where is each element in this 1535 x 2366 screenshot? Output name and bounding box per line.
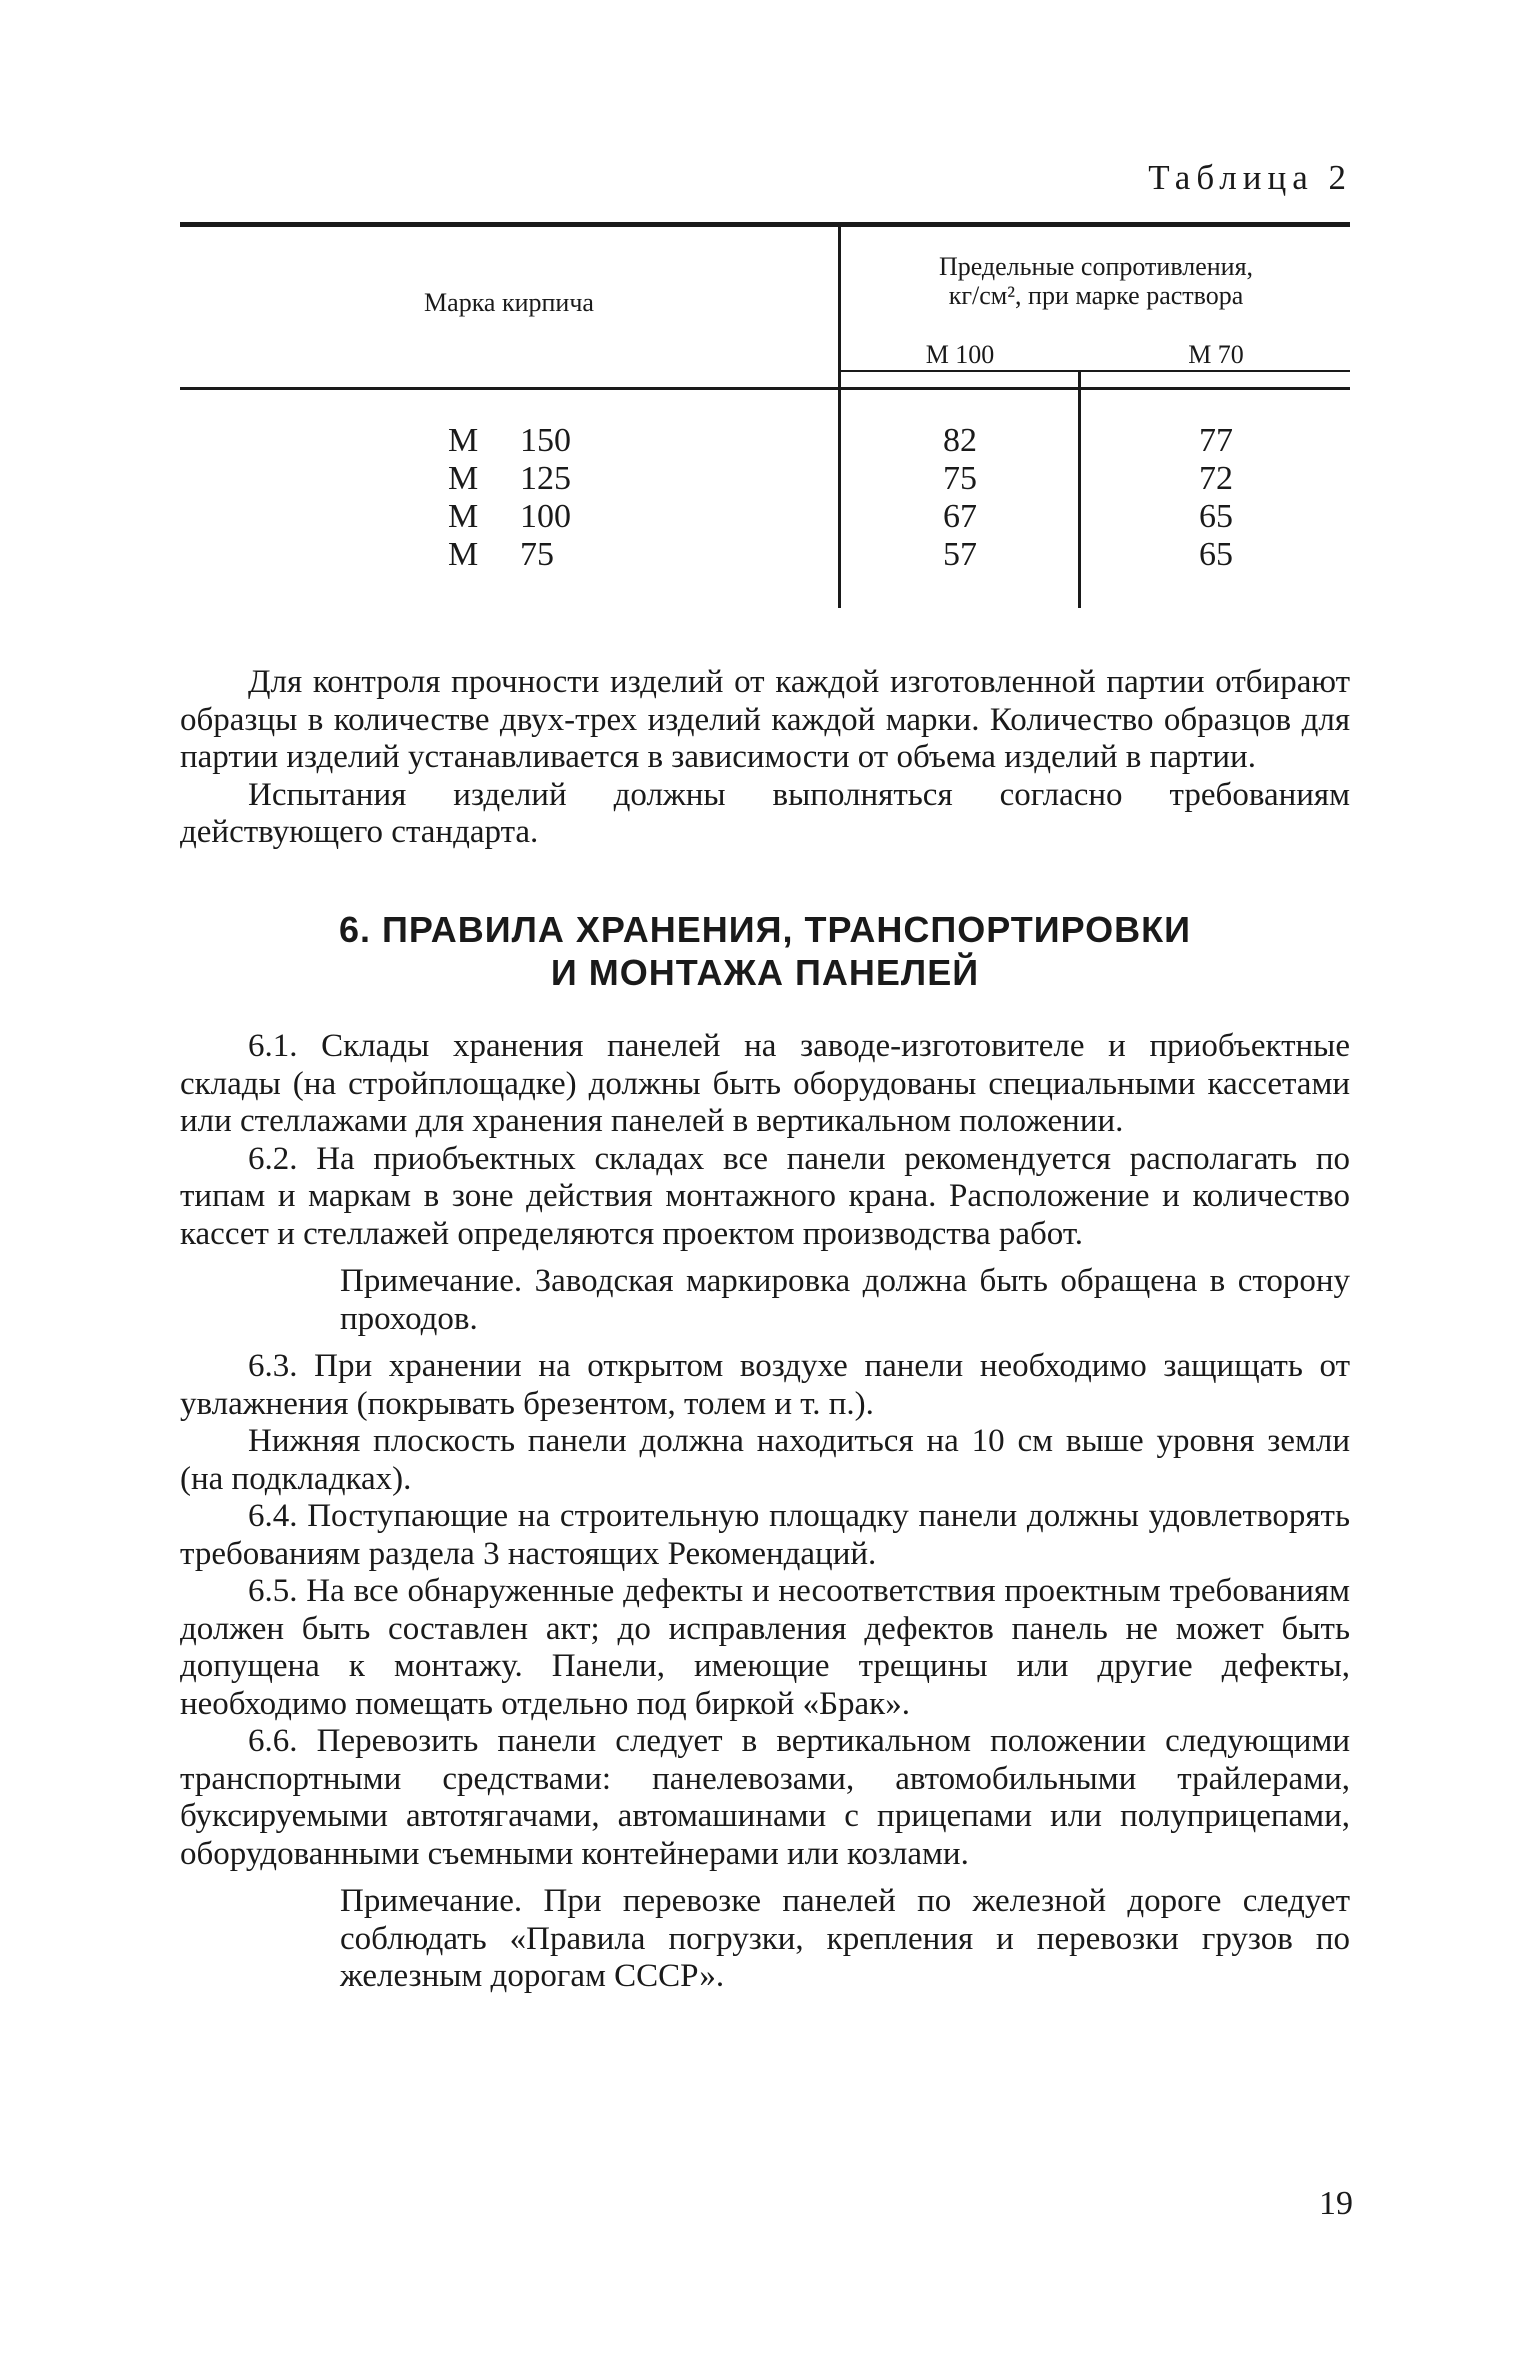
table-caption: Таблица 2 (1148, 158, 1352, 197)
table-column-divider (838, 227, 841, 608)
m70-values-column (1082, 422, 1350, 574)
table-top-rule (180, 222, 1350, 227)
table-row: М 75 (448, 536, 554, 573)
paragraph: 6.4. Поступающие на строительную площадку панели должны удовлетворять требованиям раздела 3 настоящих Рекомендаций. (180, 1498, 1350, 1572)
table-cell: 82 (943, 422, 977, 459)
header-brick-brand: Марка кирпича (424, 288, 594, 317)
table-row: М 125 (448, 460, 571, 497)
paragraph: Для контроля прочности изделий от каждой изготовленной партии отбирают образцы в количестве двух-трех изделий каждой марки. Количество образцов для партии изделий устанавливается в зависимости от объема изделий в партии. (180, 664, 1350, 775)
section-title-line1: 6. ПРАВИЛА ХРАНЕНИЯ, ТРАНСПОРТИРОВКИ (339, 909, 1191, 950)
section-title (180, 908, 1350, 994)
table-cell: 77 (1199, 422, 1233, 459)
paragraph: Нижняя плоскость панели должна находиться на 10 см выше уровня земли (на подкладках). (180, 1423, 1350, 1497)
table-cell: 72 (1199, 460, 1233, 497)
header-limit-line2: кг/см², при марке раствора (948, 281, 1244, 310)
header-limit-line1: Предельные сопротивления, (938, 252, 1254, 281)
table-cell: 65 (1199, 498, 1233, 535)
paragraph: 6.6. Перевозить панели следует в вертикальном положении следующими транспортными средствами: панелевозами, автомобильными трайлерами, буксируемыми автотягачами, автомашинами с прицепами или полуприцепами, оборудованными съемными контейнерами или козлами. (180, 1723, 1350, 1872)
table-cell: 75 (943, 460, 977, 497)
page-number: 19 (1319, 2185, 1353, 2222)
table-subheader-rule (840, 370, 1350, 372)
brand-column (448, 422, 658, 574)
header-limit-resistance (842, 252, 1350, 310)
strength-table (180, 222, 1350, 608)
table-row: М 150 (448, 422, 571, 459)
table-row: М 100 (448, 498, 571, 535)
m100-values-column (842, 422, 1078, 574)
table-header-rule (180, 387, 1350, 390)
intro-text (180, 664, 1350, 852)
section-body (180, 1028, 1350, 1996)
paragraph: 6.3. При хранении на открытом воздухе панели необходимо защищать от увлажнения (покрывать брезентом, толем и т. п.). (180, 1348, 1350, 1422)
table-column-divider (1078, 370, 1081, 608)
table-cell: 67 (943, 498, 977, 535)
table-cell: 65 (1199, 536, 1233, 573)
note: Примечание. Заводская маркировка должна быть обращена в сторону проходов. (340, 1263, 1350, 1337)
paragraph: 6.2. На приобъектных складах все панели рекомендуется располагать по типам и маркам в зоне действия монтажного крана. Расположение и количество кассет и стеллажей определяются проектом производства работ. (180, 1140, 1350, 1252)
section-title-line2: И МОНТАЖА ПАНЕЛЕЙ (550, 952, 980, 993)
header-mortar-m70: М 70 (1188, 340, 1244, 369)
paragraph: 6.1. Склады хранения панелей на заводе-изготовителе и приобъектные склады (на стройплощадке) должны быть оборудованы специальными кассетами или стеллажами для хранения панелей в вертикальном положении. (180, 1028, 1350, 1139)
table-cell: 57 (943, 536, 977, 573)
paragraph: 6.5. На все обнаруженные дефекты и несоответствия проектным требованиям должен быть составлен акт; до исправления дефектов панель не может быть допущена к монтажу. Панели, имеющие трещины или другие дефекты, необходимо помещать отдельно под биркой «Брак». (180, 1573, 1350, 1722)
header-mortar-m100: М 100 (925, 340, 995, 369)
paragraph: Испытания изделий должны выполняться согласно требованиям действующего стандарта. (180, 776, 1350, 850)
note: Примечание. При перевозке панелей по железной дороге следует соблюдать «Правила погрузки, крепления и перевозки грузов по железным дорогам СССР». (340, 1883, 1350, 1994)
